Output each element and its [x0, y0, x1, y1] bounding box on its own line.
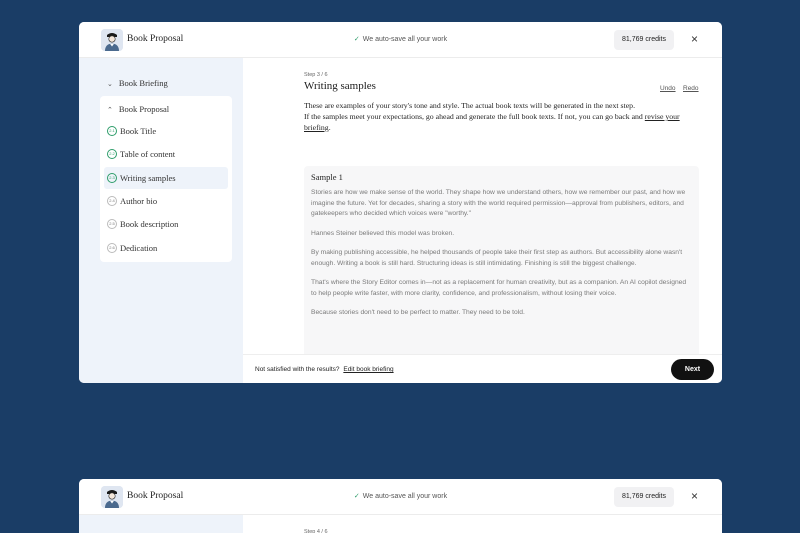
redo-button[interactable]: Redo — [683, 85, 699, 92]
check-icon: ✓ — [353, 36, 360, 43]
step-number-badge: 2.6 — [107, 243, 117, 253]
top-bar — [79, 22, 722, 58]
chevron-down-icon: ⌄ — [107, 80, 113, 88]
not-satisfied-text — [255, 366, 394, 373]
group-label: Book Proposal — [118, 104, 170, 114]
sidebar-item-book-title[interactable] — [104, 120, 228, 142]
autosave-text: We auto-save all your work — [362, 36, 448, 43]
chevron-up-icon: ⌃ — [107, 106, 113, 114]
sample-paragraph: Hannes Steiner believed this model was broken. — [311, 229, 455, 237]
main-window — [79, 22, 722, 383]
step-number-badge: 2.5 — [107, 219, 117, 229]
step-number-badge: 2.3 — [107, 173, 117, 183]
briefing-label: Book Briefing — [118, 78, 168, 88]
sidebar-item-table-of-content[interactable] — [104, 143, 228, 165]
close-icon[interactable]: × — [690, 489, 698, 503]
sidebar-item-dedication[interactable] — [104, 237, 228, 259]
sidebar-item-author-bio[interactable] — [104, 190, 228, 212]
description-line-1: These are examples of your story's tone and style. The actual book texts will be generated in the next step. — [304, 101, 636, 110]
sidebar-item-label: Book description — [120, 219, 179, 229]
step-number-badge: 2.2 — [107, 149, 117, 159]
check-icon: ✓ — [353, 493, 360, 500]
page-description — [304, 100, 704, 133]
next-button[interactable]: Next — [671, 359, 714, 380]
app-title: Book Proposal — [127, 34, 184, 44]
autosave-text: We auto-save all your work — [362, 493, 448, 500]
sidebar — [79, 58, 243, 383]
sample-title: Sample 1 — [311, 172, 343, 182]
sample-paragraph: That's where the Story Editor comes in—not as a replacement for human creativity, but as a companion. An AI copilot designed to help people write faster, with more clarity, confidence, and professionalism, without losing their voice. — [311, 279, 687, 297]
book-proposal-group-toggle[interactable] — [107, 104, 169, 114]
sample-paragraph: Stories are how we make sense of the world. They shape how we understand others, how we remember our past, and how we imagine the future. Yet for decades, sharing a story with the world required permission—approval from publishers, editors, and gatekeepers who decided which voices were "worthy." — [311, 189, 686, 217]
app-title: Book Proposal — [127, 491, 184, 501]
main-content — [243, 515, 722, 533]
top-bar — [79, 479, 722, 515]
sidebar-item-label: Dedication — [120, 243, 158, 253]
revise-briefing-link[interactable]: revise your briefing — [304, 112, 680, 132]
step-list — [100, 96, 232, 262]
description-end: . — [328, 123, 331, 132]
book-briefing-toggle[interactable] — [107, 78, 168, 88]
sidebar-item-writing-samples[interactable] — [104, 167, 228, 189]
credits-badge[interactable]: 81,769 credits — [614, 487, 674, 507]
step-number-badge: 2.4 — [107, 196, 117, 206]
sample-paragraph: Because stories don't need to be perfect to matter. They need to be told. — [311, 309, 525, 316]
step-counter: Step 3 / 6 — [304, 72, 328, 78]
main-content — [243, 58, 722, 383]
credits-badge[interactable]: 81,769 credits — [614, 30, 674, 50]
bottom-action-bar — [243, 354, 722, 383]
step-number-badge: 2.1 — [107, 126, 117, 136]
sidebar-item-label: Writing samples — [120, 173, 176, 183]
sidebar-item-label: Table of content — [120, 149, 176, 159]
sample-paragraph: By making publishing accessible, he helped thousands of people take their first step as authors. But accessibility alone wasn't enough. Writing a book is still hard. Structuring ideas is still intimidating. Finishing is still the biggest challenge. — [311, 249, 683, 267]
sidebar — [79, 515, 243, 533]
sample-card — [304, 166, 699, 360]
page-title: Writing samples — [304, 80, 376, 92]
sidebar-item-label: Book Title — [120, 126, 157, 136]
step-counter: Step 4 / 6 — [304, 529, 328, 533]
close-icon[interactable]: × — [690, 32, 698, 46]
edit-briefing-link[interactable]: Edit book briefing — [343, 366, 394, 373]
sample-text — [311, 188, 689, 328]
not-satisfied-label: Not satisfied with the results? — [255, 366, 340, 373]
description-line-2: If the samples meet your expectations, go ahead and generate the full book texts. If not, you can go back and — [304, 112, 643, 121]
undo-button[interactable]: Undo — [660, 85, 676, 92]
second-window — [79, 479, 722, 533]
sidebar-item-label: Author bio — [120, 196, 158, 206]
sidebar-item-book-description[interactable] — [104, 213, 228, 235]
